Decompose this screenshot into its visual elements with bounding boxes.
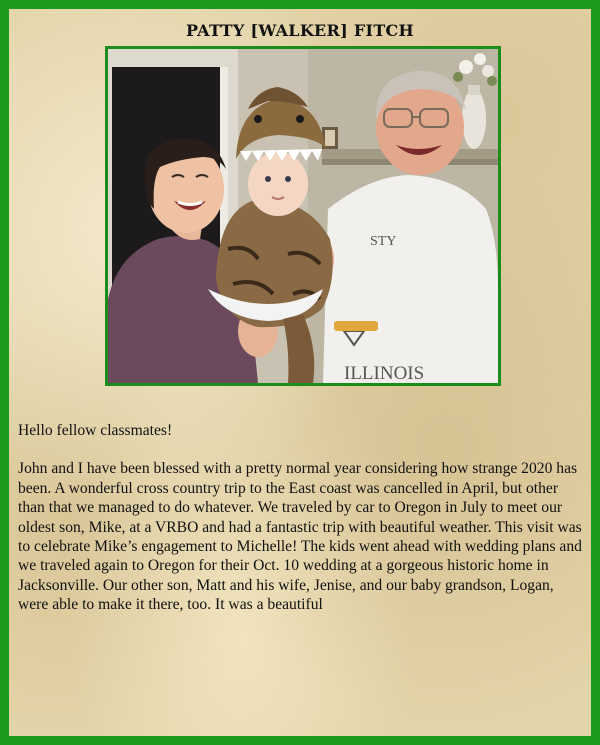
letter-greeting: Hello fellow classmates! [18,422,173,439]
page-title: PATTY [WALKER] FITCH [186,21,414,40]
family-photo-illustration [108,49,498,383]
family-photo [105,46,501,386]
letter-body [18,421,586,634]
shirt-text-partial: STY [370,234,397,249]
letter-paragraph: John and I have been blessed with a pretty normal year considering how strange 2020 has been. A wonderful cross country trip to the East coast was cancelled in April, but other than that we managed to do whatever. We traveled by car to Oregon in July to meet our oldest son, Mike, at a VRBO and had a fantastic trip with beautiful weather. This visit was to celebrate Mike’s engagement to Michelle! The kids went ahead with wedding plans and we traveled again to Oregon for their Oct. 10 wedding at a gorgeous historic home in Jacksonville. Our other son, Matt and his wife, Jenise, and our baby grandson, Logan, were able to make it there, too. It was a beautiful [18,460,582,614]
shirt-text: ILLINOIS [344,363,425,383]
